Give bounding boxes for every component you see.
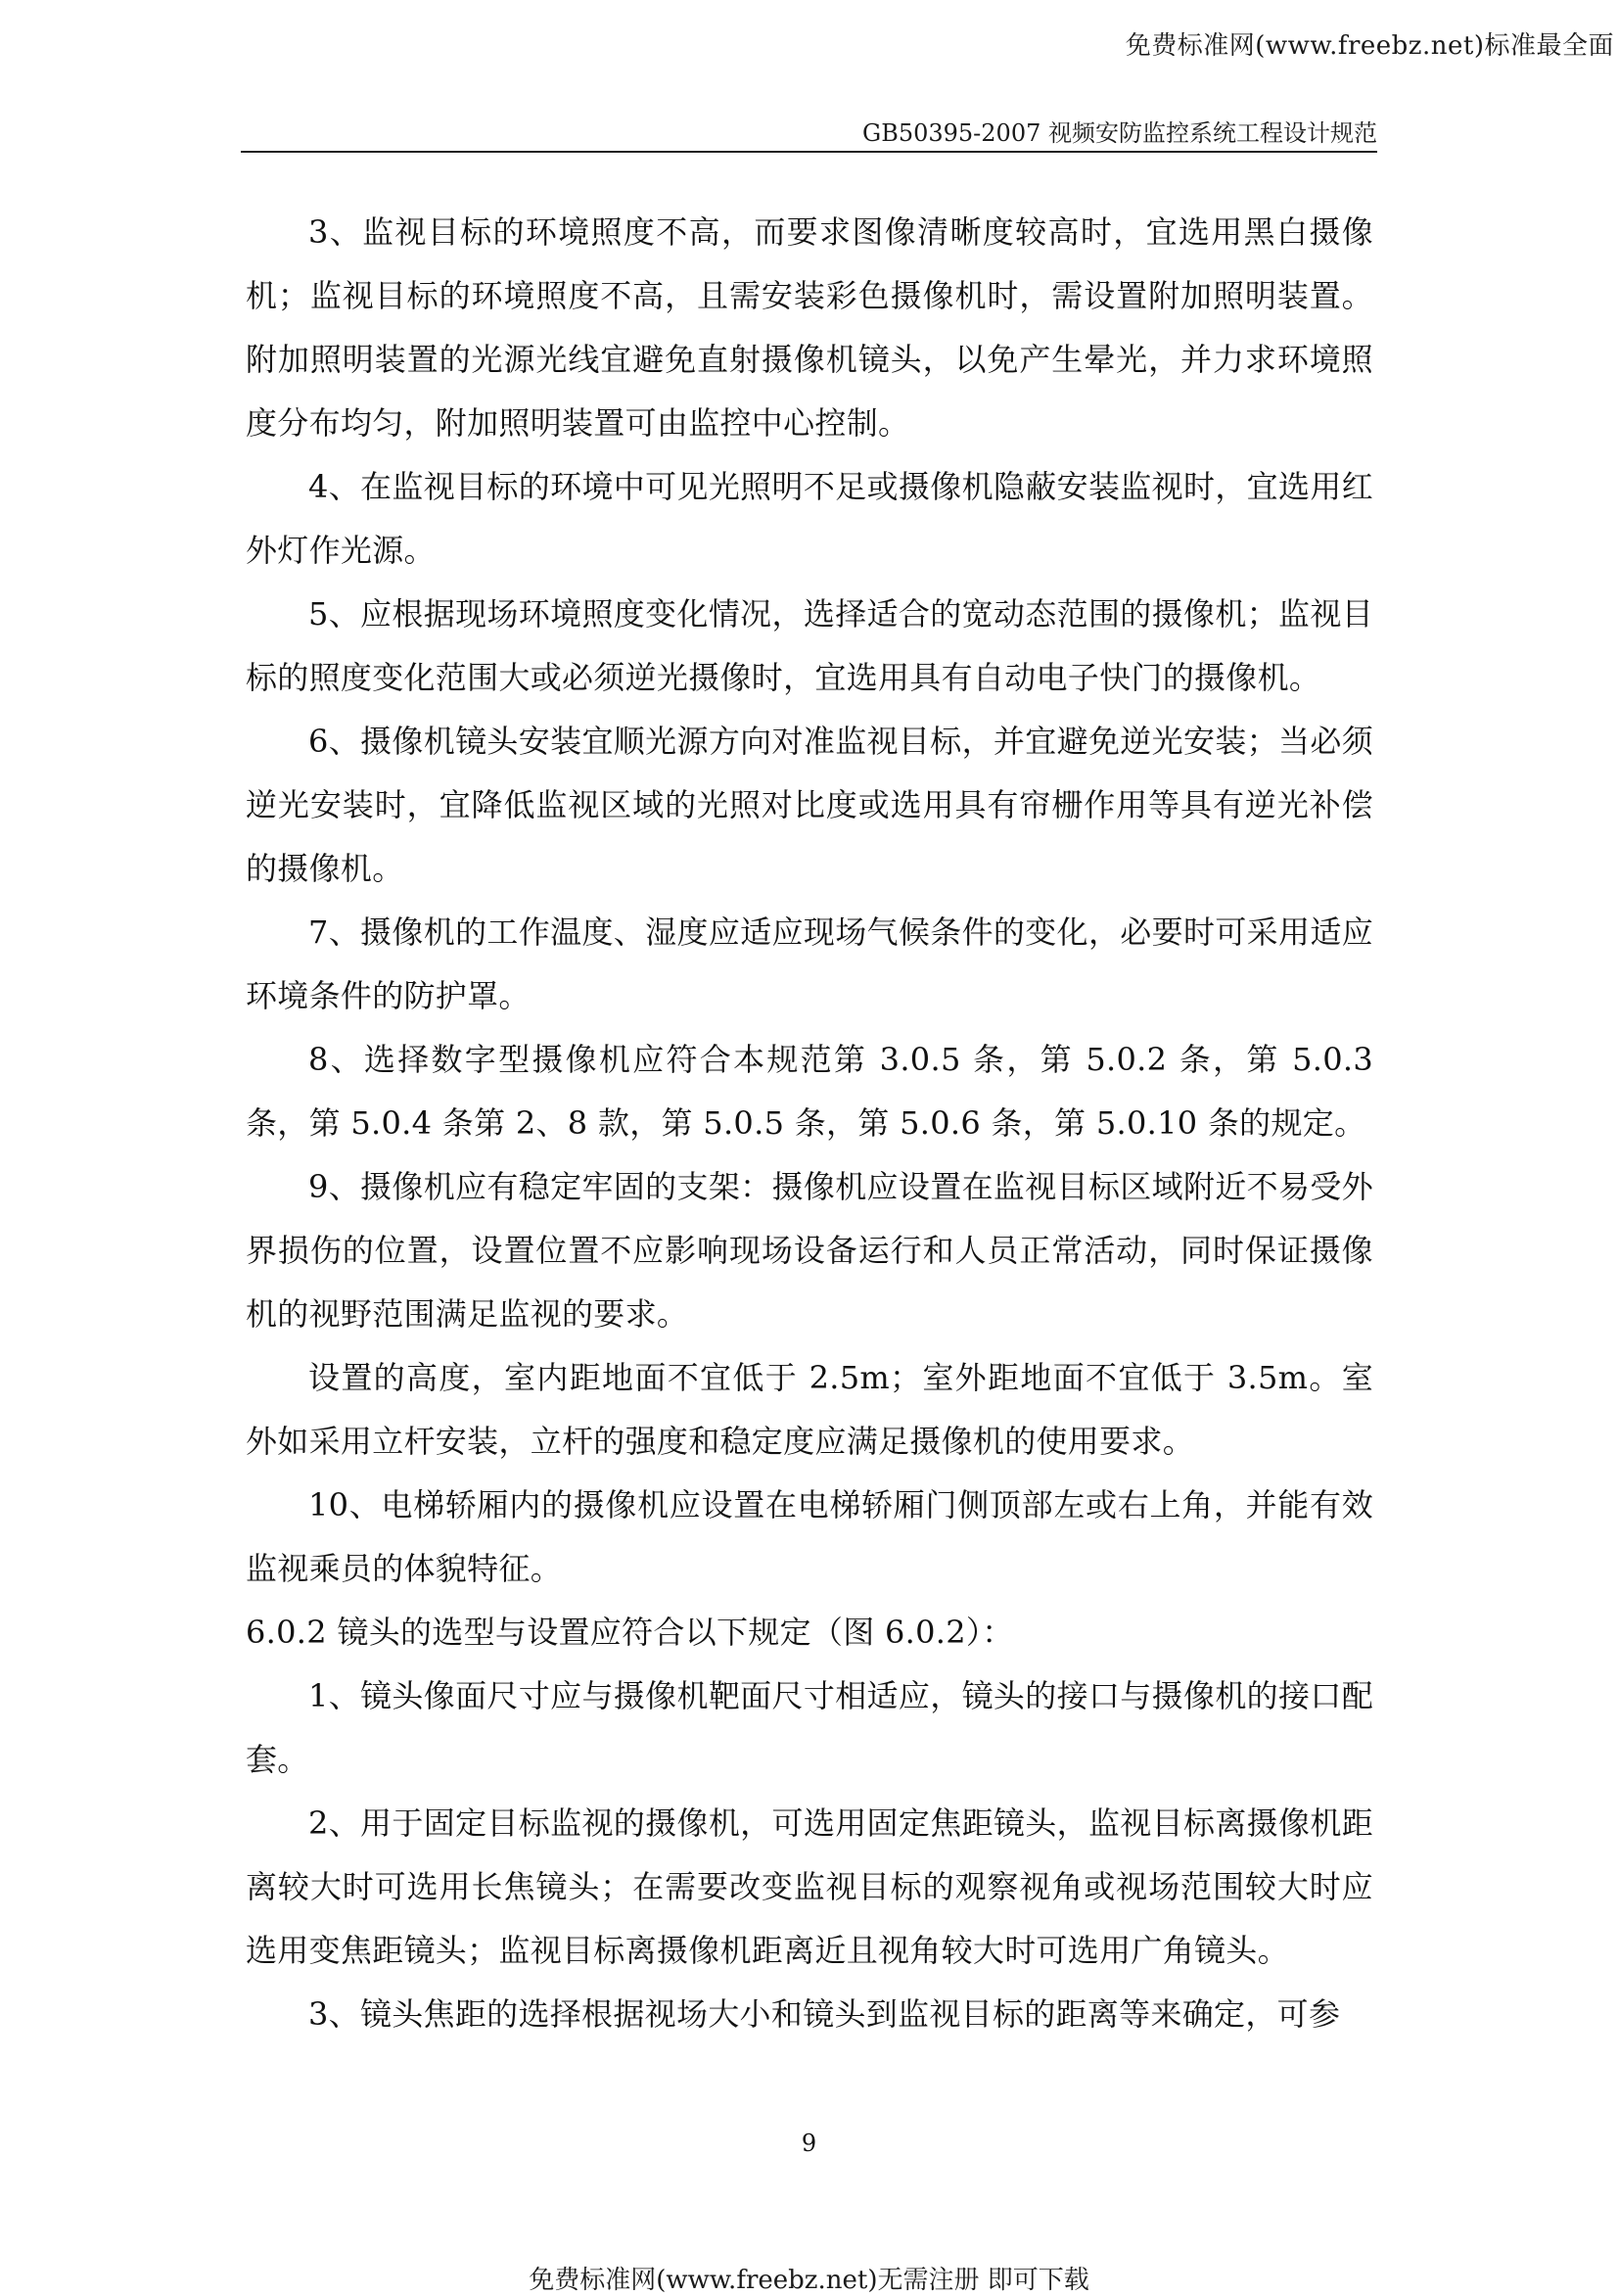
- watermark-bottom: 免费标准网(www.freebz.net)无需注册 即可下载: [529, 2266, 1089, 2295]
- paragraph-lens-item-2: 2、用于固定目标监视的摄像机，可选用固定焦距镜头，监视目标离摄像机距离较大时可选用长焦镜头；在需要改变监视目标的观察视角或视场范围较大时应选用变焦距镜头；监视目标离摄像机距离近且视角较大时可选用广角镜头。: [246, 1804, 1373, 1969]
- document-body: [246, 201, 1373, 2046]
- paragraph-item-9-height: 设置的高度，室内距地面不宜低于 2.5m；室外距地面不宜低于 3.5m。室外如采用立杆安装，立杆的强度和稳定度应满足摄像机的使用要求。: [246, 1359, 1373, 1460]
- page-number: 9: [801, 2130, 817, 2157]
- watermark-top: 免费标准网(www.freebz.net)标准最全面: [1125, 31, 1614, 61]
- paragraph-lens-item-3: 3、镜头焦距的选择根据视场大小和镜头到监视目标的距离等来确定，可参: [308, 1995, 1341, 2033]
- paragraph-item-6: 6、摄像机镜头安装宜顺光源方向对准监视目标，并宜避免逆光安装；当必须逆光安装时，宜降低监视区域的光照对比度或选用具有帘栅作用等具有逆光补偿的摄像机。: [246, 723, 1373, 887]
- paragraph-item-9: 9、摄像机应有稳定牢固的支架：摄像机应设置在监视目标区域附近不易受外界损伤的位置，设置位置不应影响现场设备运行和人员正常活动，同时保证摄像机的视野范围满足监视的要求。: [246, 1168, 1373, 1333]
- paragraph-lens-item-1: 1、镜头像面尺寸应与摄像机靶面尺寸相适应，镜头的接口与摄像机的接口配套。: [246, 1677, 1373, 1778]
- header-rule: [241, 151, 1377, 153]
- section-heading-6-0-2: 6.0.2 镜头的选型与设置应符合以下规定（图 6.0.2）：: [246, 1614, 1014, 1651]
- paragraph-item-8: 8、选择数字型摄像机应符合本规范第 3.0.5 条，第 5.0.2 条，第 5.0.3 条，第 5.0.4 条第 2、8 款，第 5.0.5 条，第 5.0.6 条，第 5.0.10 条的规定。: [246, 1041, 1373, 1142]
- paragraph-item-10: 10、电梯轿厢内的摄像机应设置在电梯轿厢门侧顶部左或右上角，并能有效监视乘员的体貌特征。: [246, 1486, 1373, 1587]
- paragraph-item-3: 3、监视目标的环境照度不高，而要求图像清晰度较高时，宜选用黑白摄像机；监视目标的环境照度不高，且需安装彩色摄像机时，需设置附加照明装置。附加照明装置的光源光线宜避免直射摄像机镜头，以免产生晕光，并力求环境照度分布均匀，附加照明装置可由监控中心控制。: [246, 213, 1373, 442]
- paragraph-item-7: 7、摄像机的工作温度、湿度应适应现场气候条件的变化，必要时可采用适应环境条件的防护罩。: [246, 914, 1373, 1014]
- paragraph-item-4: 4、在监视目标的环境中可见光照明不足或摄像机隐蔽安装监视时，宜选用红外灯作光源。: [246, 468, 1373, 569]
- paragraph-item-5: 5、应根据现场环境照度变化情况，选择适合的宽动态范围的摄像机；监视目标的照度变化范围大或必须逆光摄像时，宜选用具有自动电子快门的摄像机。: [246, 595, 1373, 696]
- running-header-title: GB50395-2007 视频安防监控系统工程设计规范: [862, 119, 1377, 147]
